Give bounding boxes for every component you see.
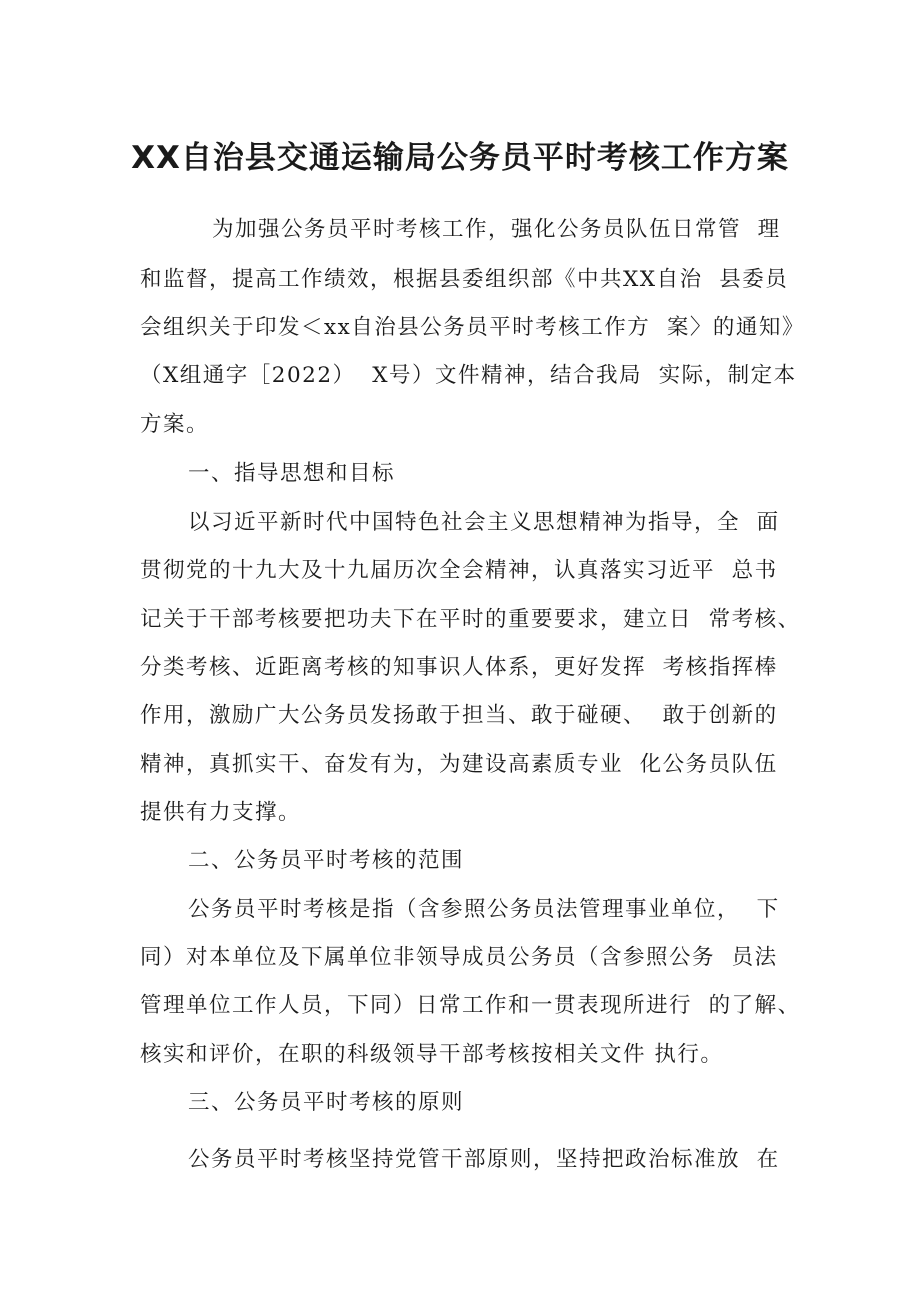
section-heading: 一、指导思想和目标 — [188, 461, 396, 486]
paragraph-line: （X组通字［2022） X号）文件精神，结合我局 实际，制定本 — [140, 363, 797, 388]
document-title: XX自治县交通运输局公务员平时考核工作方案 — [131, 140, 789, 176]
paragraph-line: 为加强公务员平时考核工作，强化公务员队伍日常管 理 — [212, 217, 781, 242]
paragraph-line: 作用，激励广大公务员发扬敢于担当、敢于碰硬、 敢于创新的 — [140, 703, 778, 728]
paragraph-line: 公务员平时考核坚持党管干部原则，坚持把政治标准放 在 — [188, 1147, 780, 1172]
paragraph-line: 精神，真抓实干、奋发有为，为建设高素质专业 化公务员队伍 — [140, 752, 778, 777]
paragraph-line: 核实和评价，在职的科级领导干部考核按相关文件 执行。 — [140, 1042, 724, 1067]
section-heading: 三、公务员平时考核的原则 — [188, 1090, 465, 1115]
paragraph-line: 和监督，提高工作绩效，根据县委组织部《中共XX自治 县委员 — [140, 267, 789, 292]
paragraph-line: 贯彻党的十九大及十九届历次全会精神，认真落实习近平 总书 — [140, 558, 778, 583]
paragraph-line: 会组织关于印发＜xx自治县公务员平时考核工作方 案〉的通知》 — [140, 315, 805, 340]
paragraph-line: 管理单位工作人员，下同）日常工作和一贯表现所进行 的了解、 — [140, 993, 801, 1018]
section-heading: 二、公务员平时考核的范围 — [188, 848, 465, 873]
paragraph-line: 分类考核、近距离考核的知事识人体系，更好发挥 考核指挥棒 — [140, 655, 778, 680]
paragraph-line: 方案。 — [140, 412, 210, 437]
paragraph-line: 同）对本单位及下属单位非领导成员公务员（含参照公务 员法 — [140, 945, 778, 970]
paragraph-line: 提供有力支撑。 — [140, 800, 302, 825]
paragraph-line: 以习近平新时代中国特色社会主义思想精神为指导，全 面 — [188, 510, 780, 535]
paragraph-line: 记关于干部考核要把功夫下在平时的重要要求，建立日 常考核、 — [140, 607, 801, 632]
paragraph-line: 公务员平时考核是指（含参照公务员法管理事业单位， 下 — [188, 897, 780, 922]
